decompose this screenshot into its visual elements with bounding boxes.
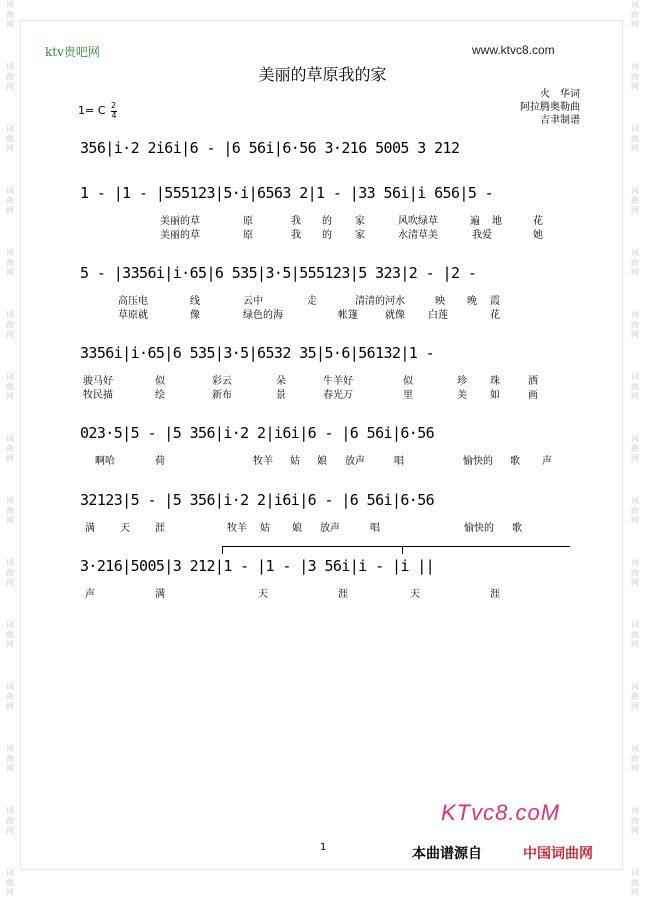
- lyric: 天: [120, 523, 130, 534]
- lyrics-line-4-verse-1: [80, 372, 570, 387]
- site-name-left: ktv贵吧网: [45, 45, 100, 59]
- lyric: 映: [435, 296, 445, 307]
- lyric: 荷: [155, 456, 165, 467]
- lyric: 唱: [370, 523, 380, 534]
- lyric: 天: [258, 589, 268, 600]
- lyric: 涯: [490, 589, 500, 600]
- watermark-text: 词曲网: [631, 124, 639, 153]
- lyric: 美丽的草: [160, 230, 200, 241]
- lyric: 绿色的海: [243, 310, 283, 321]
- lyric: 的: [322, 216, 332, 227]
- lyric: 涯: [155, 523, 165, 534]
- watermark-text: 词曲网: [631, 558, 639, 587]
- lyric: 高压电: [118, 296, 148, 307]
- lyric: 洒: [528, 376, 538, 387]
- lyric: 云中: [243, 296, 263, 307]
- lyric: 美丽的草: [160, 216, 200, 227]
- lyric: 愉快的: [463, 456, 493, 467]
- lyric: 水清草美: [398, 230, 438, 241]
- lyric: 朵: [276, 376, 286, 387]
- lyric: 白莲: [428, 310, 448, 321]
- watermark-text: 词曲网: [6, 248, 14, 277]
- volta-bracket-2: [402, 546, 570, 547]
- watermark-text: 词曲网: [6, 0, 14, 29]
- watermark-text: 词曲网: [6, 620, 14, 649]
- song-title: 美丽的草原我的家: [258, 65, 387, 84]
- lyric: 我爱: [472, 230, 492, 241]
- lyric: 春光万: [323, 390, 353, 401]
- lyric: 家: [355, 216, 365, 227]
- lyric: 姑: [290, 456, 300, 467]
- watermark-text: 词曲网: [6, 558, 14, 587]
- staff-line-4: 3356i|i·65|6 535|3·5|6532 35|5·6|56132|1 -: [80, 344, 435, 362]
- watermark-text: 词曲网: [6, 124, 14, 153]
- lyric: 歌: [510, 456, 520, 467]
- lyricist-credit: 火 华词: [540, 89, 580, 100]
- watermark-text: 词曲网: [631, 0, 639, 29]
- lyric: 帐篷: [338, 310, 358, 321]
- lyric: 歌: [512, 523, 522, 534]
- lyric: 草原就: [118, 310, 148, 321]
- footer-logo: KTvc8.coM: [441, 800, 561, 825]
- source-site: 中国词曲网: [523, 846, 593, 862]
- watermark-text: 词曲网: [6, 806, 14, 835]
- lyrics-line-5: [80, 452, 570, 467]
- lyric: 牧民描: [83, 390, 113, 401]
- lyric: 牧羊: [227, 523, 247, 534]
- lyric: 似: [403, 376, 413, 387]
- watermark-text: 词曲网: [631, 372, 639, 401]
- lyric: 线: [190, 296, 200, 307]
- watermark-text: 词曲网: [6, 62, 14, 91]
- lyric: 如: [490, 390, 500, 401]
- lyric: 娘: [317, 456, 327, 467]
- lyric: 家: [355, 230, 365, 241]
- lyrics-line-3-verse-1: [80, 292, 570, 307]
- arranger-credit: 吉聿制谱: [540, 115, 580, 126]
- lyric: 珠: [490, 376, 500, 387]
- watermark-text: 词曲网: [6, 496, 14, 525]
- lyric: 风吹绿草: [398, 216, 438, 227]
- lyric: 声: [542, 456, 552, 467]
- site-url-right: www.ktvc8.com: [472, 43, 555, 57]
- lyric: 原: [243, 216, 253, 227]
- watermark-text: 词曲网: [631, 744, 639, 773]
- page-number: 1: [320, 842, 327, 853]
- time-signature-top: 2: [111, 101, 117, 110]
- lyric: 就像: [385, 310, 405, 321]
- source-label: 本曲谱源自: [412, 846, 482, 862]
- lyric: 满: [155, 589, 165, 600]
- lyric: 花: [490, 310, 500, 321]
- staff-line-5: 023·5|5 - |5 356|i·2 2|i6i|6 - |6 56i|6·56: [80, 424, 435, 442]
- lyric: 牧羊: [253, 456, 273, 467]
- lyric: 绘: [155, 390, 165, 401]
- staff-line-6: 32123|5 - |5 356|i·2 2|i6i|6 - |6 56i|6·56: [80, 491, 435, 509]
- lyric: 天: [410, 589, 420, 600]
- watermark-text: 词曲网: [6, 744, 14, 773]
- key-signature: 1= C: [78, 104, 106, 117]
- watermark-text: 词曲网: [631, 682, 639, 711]
- lyric: 她: [533, 230, 543, 241]
- lyrics-line-3-verse-2: [80, 306, 570, 321]
- volta-bracket-1: [222, 546, 402, 547]
- watermark-text: 词曲网: [6, 434, 14, 463]
- volta-bracket-1-edge: [222, 546, 223, 554]
- lyric: 美: [457, 390, 467, 401]
- lyrics-line-7: [80, 585, 570, 600]
- lyric: 似: [155, 376, 165, 387]
- lyric: 满: [85, 523, 95, 534]
- watermark-text: 词曲网: [631, 186, 639, 215]
- lyrics-line-4-verse-2: [80, 386, 570, 401]
- lyric: 画: [528, 390, 538, 401]
- lyric: 娘: [292, 523, 302, 534]
- lyrics-line-2-verse-2: [80, 226, 570, 241]
- staff-line-3: 5 - |3356i|i·65|6 535|3·5|555123|5 323|2 - |2 -: [80, 264, 477, 282]
- lyric: 里: [403, 390, 413, 401]
- watermark-text: 词曲网: [631, 620, 639, 649]
- lyric: 牛羊好: [323, 376, 353, 387]
- watermark-text: 词曲网: [6, 310, 14, 339]
- lyric: 地: [492, 216, 502, 227]
- lyric: 新布: [212, 390, 232, 401]
- staff-line-2: 1 - |1 - |555123|5·i|6563 2|1 - |33 56i|i 656|5 -: [80, 184, 494, 202]
- watermark-text: 词曲网: [6, 372, 14, 401]
- lyric: 唱: [394, 456, 404, 467]
- lyric: 涯: [338, 589, 348, 600]
- lyric: 原: [243, 230, 253, 241]
- lyric: 放声: [345, 456, 365, 467]
- lyrics-line-2-verse-1: [80, 212, 570, 227]
- lyric: 清清的河水: [355, 296, 405, 307]
- watermark-text: 词曲网: [631, 434, 639, 463]
- lyric: 景: [276, 390, 286, 401]
- watermark-text: 词曲网: [6, 868, 14, 897]
- lyric: 啊哈: [95, 456, 115, 467]
- lyric: 像: [190, 310, 200, 321]
- lyric: 遍: [470, 216, 480, 227]
- staff-line-7: 3·216|5005|3 212|1 - |1 - |3 56i|i - |i ||: [80, 557, 435, 575]
- composer-credit: 阿拉腾奥勒曲: [520, 102, 580, 113]
- lyric: 姑: [260, 523, 270, 534]
- lyric: 花: [533, 216, 543, 227]
- lyrics-line-6: [80, 519, 570, 534]
- watermark-text: 词曲网: [6, 186, 14, 215]
- watermark-text: 词曲网: [631, 868, 639, 897]
- lyric: 声: [85, 589, 95, 600]
- lyric: 晚: [467, 296, 477, 307]
- lyric: 的: [322, 230, 332, 241]
- time-signature-bottom: 4: [111, 111, 117, 120]
- lyric: 愉快的: [464, 523, 494, 534]
- staff-line-1: 356|i·2 2i6i|6 - |6 56i|6·56 3·216 5005 3 212: [80, 139, 460, 157]
- watermark-text: 词曲网: [631, 62, 639, 91]
- watermark-text: 词曲网: [631, 496, 639, 525]
- lyric: 骏马好: [83, 376, 113, 387]
- watermark-text: 词曲网: [631, 310, 639, 339]
- volta-bracket-2-edge: [402, 546, 403, 554]
- lyric: 霞: [490, 296, 500, 307]
- watermark-text: 词曲网: [6, 682, 14, 711]
- lyric: 我: [291, 216, 301, 227]
- lyric: 珍: [457, 376, 467, 387]
- watermark-text: 词曲网: [631, 806, 639, 835]
- lyric: 彩云: [212, 376, 232, 387]
- lyric: 我: [291, 230, 301, 241]
- watermark-text: 词曲网: [631, 248, 639, 277]
- lyric: 放声: [320, 523, 340, 534]
- lyric: 走: [307, 296, 317, 307]
